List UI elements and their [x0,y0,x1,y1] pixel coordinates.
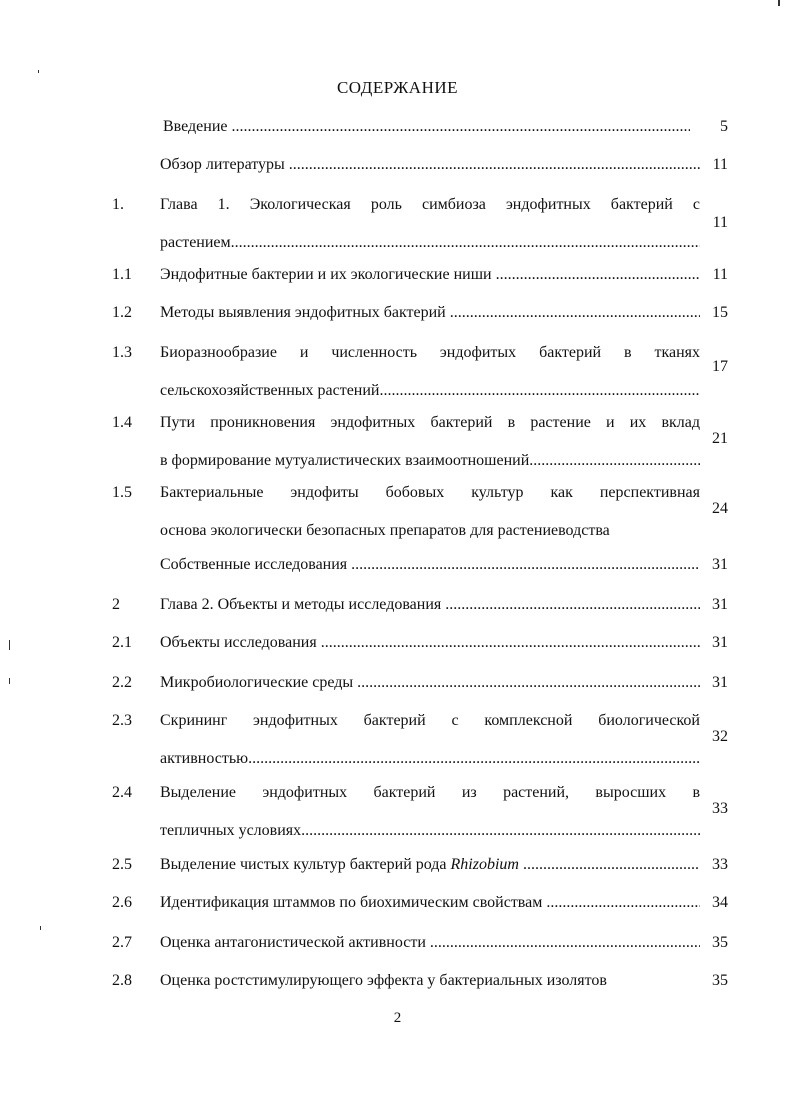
toc-entry-number: 2.5 [112,856,132,873]
page-title: СОДЕРЖАНИЕ [336,78,459,97]
toc-entry-title: Методы выявления эндофитных бактерий ..... [160,294,700,332]
toc-entry-page: 33 [712,800,728,817]
toc-entry-title: Эндофитные бактерии и их экологические ниши ..... [160,256,700,294]
toc-entry-title: Глава 2. Объекты и методы исследования ..... [160,586,700,624]
toc-entry-number: 1.1 [112,266,132,283]
toc-entry-page: 33 [712,856,728,873]
toc-entry-title: Введение ..... [163,108,690,146]
toc-entry-number: 2.7 [112,934,132,951]
toc-entry-page: 35 [712,972,728,989]
toc-entry-number: 2.6 [112,894,132,911]
toc-entry-number: 1.4 [112,414,132,431]
toc-entry-page: 11 [712,266,728,283]
scan-artifact [40,926,41,930]
toc-entry-page: 34 [712,894,728,911]
toc-entry-number: 2 [112,596,120,613]
toc-entry-page: 31 [712,596,728,613]
scan-artifact [9,640,10,650]
toc-entry-title: Обзор литературы ..... [160,146,700,184]
toc-entry-number: 2.2 [112,674,132,691]
toc-entry-title: Оценка ростстимулирующего эффекта у бактериальных изолятов [160,972,607,989]
toc-entry-page: 31 [712,634,728,651]
toc-entry-number: 2.1 [112,634,132,651]
toc-entry-page: 32 [712,728,728,745]
toc-entry-title: Бактериальные эндофиты бобовых культур как перспективная основа экологически безопасных препаратов для растениеводства [160,484,700,539]
toc-entry-number: 2.4 [112,784,132,801]
toc-entry-number: 1.2 [112,304,132,321]
toc-entry-page: 17 [712,358,728,375]
toc-entry-title: Глава 1. Экологическая роль симбиоза эндофитных бактерий с растением ..... [160,186,700,262]
toc-entry-title: Выделение эндофитных бактерий из растений, выросших в тепличных условиях ..... [160,774,700,850]
toc-entry-title: Идентификация штаммов по биохимическим свойствам ..... [160,884,700,922]
toc-entry-title: Оценка антагонистической активности ..... [160,924,700,962]
toc-entry-number: 1.3 [112,344,132,361]
genus-name: Rhizobium [450,856,519,873]
toc-entry-number: 2.8 [112,972,132,989]
toc-entry-page: 24 [712,500,728,517]
page-number: 2 [393,1010,402,1026]
toc-entry-title: Скрининг эндофитных бактерий с комплексной биологической активностью ..... [160,702,700,778]
toc-entry-title: Микробиологические среды ..... [160,664,700,702]
toc-entry-number: 2.3 [112,712,132,729]
toc-entry-page: 5 [720,118,728,135]
toc-entry-page: 31 [712,674,728,691]
toc-entry-page: 35 [712,934,728,951]
toc-entry-page: 11 [712,156,728,173]
toc-entry-page: 31 [712,556,728,573]
toc-entry-page: 15 [712,304,728,321]
toc-entry-number: 1.5 [112,484,132,501]
scan-artifact [38,70,39,73]
toc-entry-title: Биоразнообразие и численность эндофитых бактерий в тканях сельскохозяйственных растений ..... [160,334,700,410]
toc-entry-title: Собственные исследования ..... [160,546,700,584]
toc-entry-title: Пути проникновения эндофитных бактерий в растение и их вклад в формирование мутуалистических взаимоотношений ..... [160,404,700,480]
toc-entry-title: Объекты исследования ..... [160,624,700,662]
scan-artifact [778,0,780,6]
toc-entry-title: Выделение чистых культур бактерий рода Rhizobium ..... [160,846,700,884]
scan-artifact [9,678,10,684]
toc-entry-number: 1. [112,196,124,213]
toc-entry-page: 21 [712,430,728,447]
toc-entry-page: 11 [712,214,728,231]
